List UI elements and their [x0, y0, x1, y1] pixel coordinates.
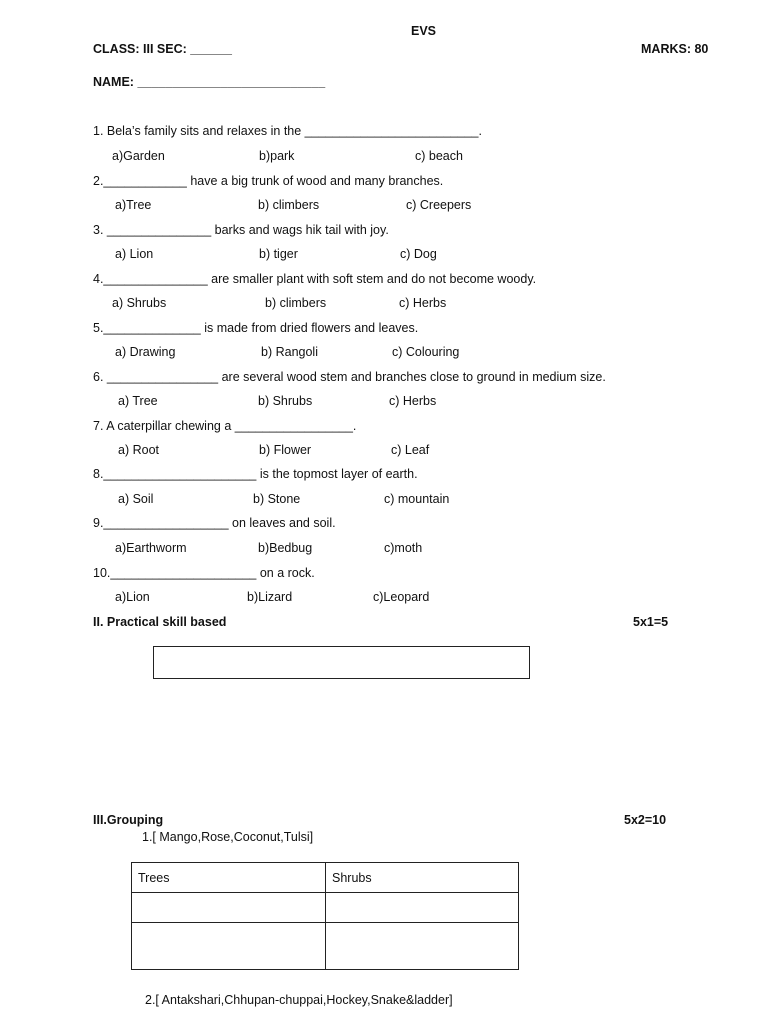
option-4a: a) Shrubs — [112, 296, 167, 310]
section-3-title: III.Grouping — [93, 813, 164, 827]
option-8c: c) mountain — [384, 492, 450, 506]
option-7c: c) Leaf — [391, 443, 430, 457]
option-9c: c)moth — [384, 541, 423, 555]
question-1: 1. Bela’s family sits and relaxes in the _________________________. — [93, 124, 482, 138]
subject-title: EVS — [411, 24, 437, 38]
table-cell[interactable] — [326, 893, 519, 923]
grouping-question-2: 2.[ Antakshari,Chhupan-chuppai,Hockey,Snake&ladder] — [145, 993, 453, 1007]
option-5c: c) Colouring — [392, 345, 460, 359]
option-2a: a)Tree — [115, 198, 152, 212]
option-5b: b) Rangoli — [261, 345, 318, 359]
option-1c: c) beach — [415, 149, 463, 163]
option-2b: b) climbers — [258, 198, 320, 212]
question-3: 3. _______________ barks and wags hik tail with joy. — [93, 223, 389, 237]
table-cell[interactable] — [132, 923, 326, 970]
question-6: 6. ________________ are several wood stem and branches close to ground in medium size. — [93, 370, 606, 384]
section-2-marks: 5x1=5 — [633, 615, 669, 629]
option-7b: b) Flower — [259, 443, 312, 457]
question-4: 4._______________ are smaller plant with soft stem and do not become woody. — [93, 272, 537, 286]
question-2: 2.____________ have a big trunk of wood and many branches. — [93, 174, 444, 188]
class-section-line: CLASS: III SEC: ______ — [93, 42, 232, 56]
question-10: 10._____________________ on a rock. — [93, 566, 315, 580]
section-2-title: II. Practical skill based — [93, 615, 227, 629]
name-line: NAME: ___________________________ — [93, 75, 326, 89]
table-cell[interactable] — [132, 893, 326, 923]
option-2c: c) Creepers — [406, 198, 472, 212]
option-6c: c) Herbs — [389, 394, 437, 408]
option-8b: b) Stone — [253, 492, 301, 506]
option-10c: c)Leopard — [373, 590, 430, 604]
question-9: 9.__________________ on leaves and soil. — [93, 516, 336, 530]
option-4c: c) Herbs — [399, 296, 447, 310]
question-7: 7. A caterpillar chewing a _________________. — [93, 419, 357, 433]
option-1b: b)park — [259, 149, 295, 163]
grouping-table — [131, 862, 519, 970]
grouping-question-1: 1.[ Mango,Rose,Coconut,Tulsi] — [142, 830, 314, 844]
option-9a: a)Earthworm — [115, 541, 187, 555]
option-9b: b)Bedbug — [258, 541, 313, 555]
section-3-marks: 5x2=10 — [624, 813, 667, 827]
table-header-shrubs: Shrubs — [326, 863, 519, 893]
option-1a: a)Garden — [112, 149, 165, 163]
table-header-trees: Trees — [132, 863, 326, 893]
option-3a: a) Lion — [115, 247, 154, 261]
option-3c: c) Dog — [400, 247, 437, 261]
answer-box[interactable] — [153, 646, 530, 679]
question-5: 5.______________ is made from dried flowers and leaves. — [93, 321, 419, 335]
option-10b: b)Lizard — [247, 590, 293, 604]
option-8a: a) Soil — [118, 492, 154, 506]
option-6b: b) Shrubs — [258, 394, 313, 408]
option-10a: a)Lion — [115, 590, 150, 604]
question-8: 8.______________________ is the topmost layer of earth. — [93, 467, 418, 481]
option-3b: b) tiger — [259, 247, 298, 261]
table-cell[interactable] — [326, 923, 519, 970]
option-5a: a) Drawing — [115, 345, 176, 359]
option-4b: b) climbers — [265, 296, 327, 310]
option-7a: a) Root — [118, 443, 159, 457]
option-6a: a) Tree — [118, 394, 158, 408]
total-marks: MARKS: 80 — [641, 42, 709, 56]
